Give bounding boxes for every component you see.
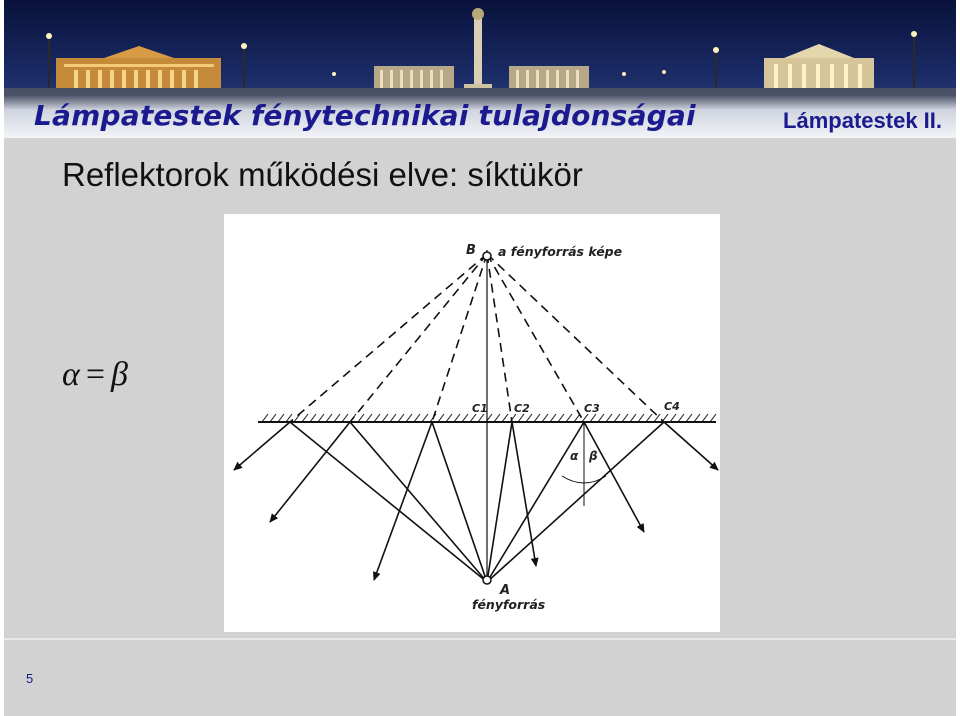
label-source: fényforrás: [472, 597, 546, 612]
footer-divider: [4, 638, 956, 640]
slide-title: Lámpatestek fénytechnikai tulajdonságai: [34, 99, 696, 132]
label-a: A: [500, 583, 511, 598]
formula-equals: =: [85, 356, 106, 393]
plane-mirror-reflection-figure: [224, 214, 720, 632]
reflected-rays: [234, 422, 718, 580]
label-image: a fényforrás képe: [498, 244, 623, 259]
slide-subtitle: Lámpatestek II.: [783, 108, 942, 133]
label-c4: C4: [664, 400, 680, 413]
page-number: 5: [26, 671, 34, 686]
label-alpha: α: [570, 449, 579, 463]
label-c1: C1: [472, 402, 488, 415]
angle-equality-formula: [62, 356, 128, 394]
plane-mirror-diagram: [224, 214, 720, 632]
slide: [4, 0, 956, 716]
image-point-b: [483, 252, 491, 260]
formula-alpha: α: [62, 356, 80, 393]
mirror-hatching: [262, 414, 716, 422]
label-c2: C2: [514, 402, 530, 415]
section-heading: Reflektorok működési elve: síktükör: [62, 156, 583, 193]
label-c3: C3: [584, 402, 600, 415]
formula-beta: β: [111, 356, 128, 393]
incident-rays: [290, 422, 664, 582]
label-beta: β: [589, 449, 598, 463]
label-b: B: [466, 243, 476, 258]
source-point-a: [483, 576, 491, 584]
virtual-rays: [290, 254, 664, 422]
